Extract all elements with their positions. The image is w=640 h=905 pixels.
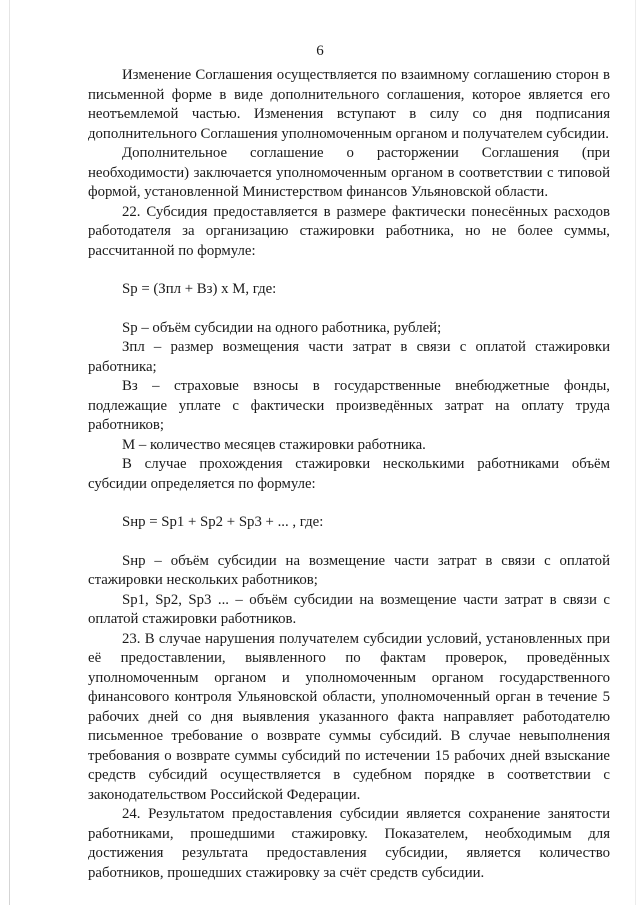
formula-single-worker: Sр = (Зпл + Вз) х М, где: bbox=[122, 281, 277, 297]
scan-edge-right bbox=[635, 0, 636, 905]
definition-m: М – количество месяцев стажировки работника. bbox=[122, 436, 426, 453]
paragraph-agreement-termination: Дополнительное соглашение о расторжении Соглашения (при необходимости) заключается уполномоченным органом в соответствии с типовой формой, установленной Министерством финансов Ульяновской области. bbox=[88, 145, 610, 200]
definition-sr-list: Sр1, Sр2, Sр3 ... – объём субсидии на возмещение части затрат в связи с оплатой стажировки работников. bbox=[88, 591, 610, 627]
definition-sr: Sр – объём субсидии на одного работника, рублей; bbox=[122, 319, 442, 336]
paragraph-several-workers: В случае прохождения стажировки несколькими работниками объём субсидии определяется по формуле: bbox=[88, 456, 610, 492]
paragraph-22: 22. Субсидия предоставляется в размере фактически понесённых расходов работодателя за организацию стажировки работника, но не более суммы, рассчитанной по формуле: bbox=[88, 203, 610, 259]
formula-several-workers: Sнр = Sр1 + Sр2 + Sр3 + ... , где: bbox=[122, 514, 324, 530]
paragraph-24: 24. Результатом предоставления субсидии является сохранение занятости работниками, прошедшими стажировку. Показателем, необходимым для достижения результата предоставления субсидии, является количество работников, прошедших стажировку за счёт средств субсидии. bbox=[88, 806, 610, 881]
page-number: 6 bbox=[316, 43, 324, 59]
paragraph-23: 23. В случае нарушения получателем субсидии условий, установленных при её предоставлении, выявленного по фактам проверок, проведённых уполномоченным органом и уполномоченным органом государственного финансового контроля Ульяновской области, уполномоченный орган в течение 5 рабочих дней со дня выявления указанного факта направляет работодателю письменное требование о возврате суммы субсидий. В случае невыполнения требования о возврате суммы субсидий по истечении 15 рабочих дней взыскание средств субсидий осуществляется в судебном порядке в соответствии с законодательством Российской Федерации. bbox=[88, 630, 610, 803]
definition-snr: Sнр – объём субсидии на возмещение части затрат в связи с оплатой стажировки нескольких работников; bbox=[88, 552, 610, 588]
scan-edge-left bbox=[9, 0, 10, 905]
paragraph-agreement-change: Изменение Соглашения осуществляется по взаимному соглашению сторон в письменной форме в виде дополнительного соглашения, которое является его неотъемлемой частью. Изменения вступают в силу со дня подписания дополнительного Соглашения уполномоченным органом и получателем субсидии. bbox=[88, 67, 610, 142]
definition-zpl: Зпл – размер возмещения части затрат в связи с оплатой стажировки работника; bbox=[88, 339, 610, 375]
definition-vz: Вз – страховые взносы в государственные внебюджетные фонды, подлежащие уплате с фактически произведённых затрат на оплату труда работников; bbox=[88, 378, 610, 433]
document-body bbox=[88, 66, 610, 883]
